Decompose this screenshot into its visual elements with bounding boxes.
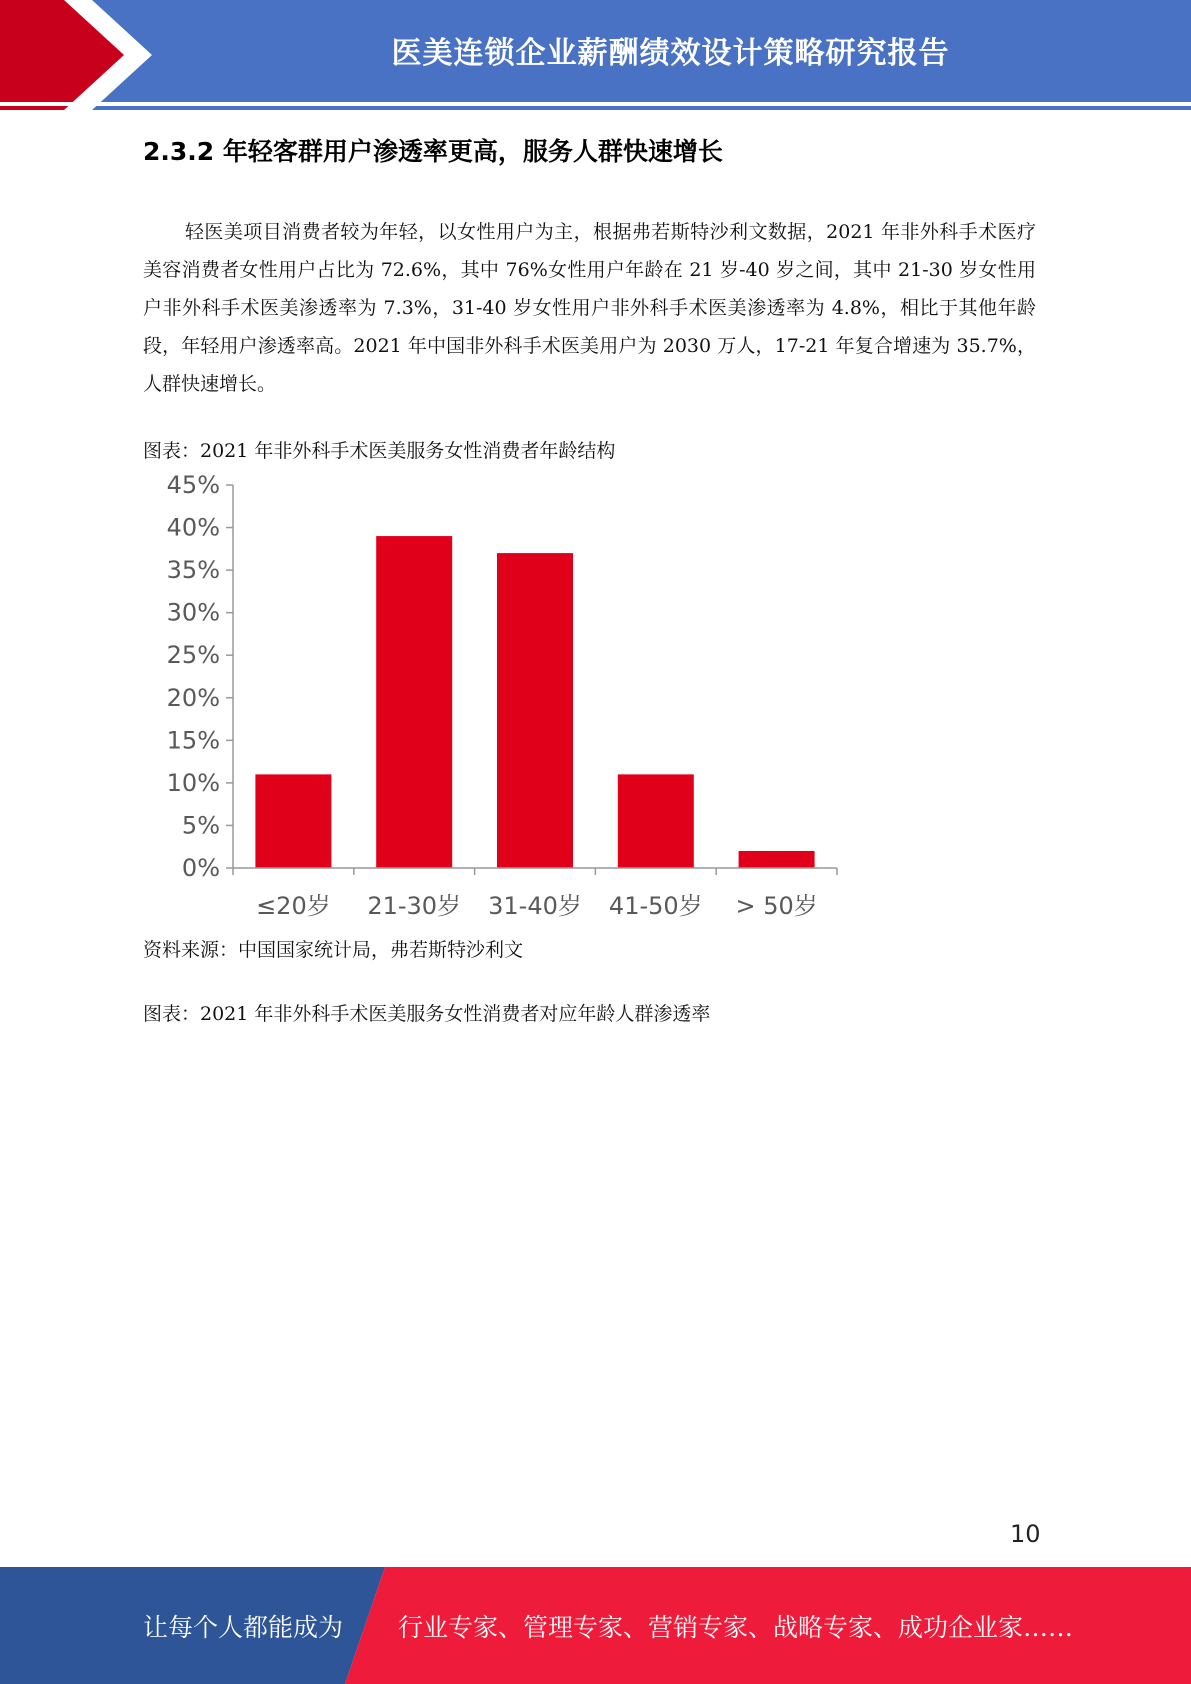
x-tick-label: 41-50岁 — [608, 892, 703, 920]
header-chevron-icon — [0, 0, 160, 110]
y-tick-label: 0% — [181, 854, 220, 882]
x-tick-label: > 50岁 — [735, 892, 818, 920]
footer-slogan-right: 行业专家、管理专家、营销专家、战略专家、成功企业家…… — [398, 1612, 1074, 1642]
y-tick-label: 35% — [166, 556, 220, 585]
x-tick-label: 21-30岁 — [367, 892, 462, 920]
footer-banner — [0, 1567, 1191, 1684]
y-tick-label: 15% — [166, 726, 220, 755]
figure-caption-age-structure: 图表：2021 年非外科手术医美服务女性消费者年龄结构 — [143, 440, 616, 462]
y-tick-label: 10% — [166, 768, 220, 797]
bar — [618, 774, 694, 868]
x-tick-label: 31-40岁 — [488, 892, 582, 920]
y-tick-label: 20% — [166, 683, 220, 712]
age-structure-bar-chart — [140, 465, 860, 925]
bar — [376, 536, 452, 868]
footer-slogan-left: 让每个人都能成为 — [143, 1612, 344, 1642]
bar — [255, 774, 331, 868]
y-tick-label: 40% — [166, 513, 220, 542]
header-banner — [0, 0, 1191, 110]
page-number: 10 — [1010, 1520, 1041, 1548]
y-tick-label: 30% — [166, 598, 220, 627]
figure-source: 资料来源：中国国家统计局，弗若斯特沙利文 — [143, 939, 524, 961]
y-tick-label: 45% — [166, 471, 220, 499]
section-heading: 2.3.2 年轻客群用户渗透率更高，服务人群快速增长 — [143, 137, 723, 166]
x-tick-label: ≤20岁 — [256, 892, 331, 920]
y-tick-label: 25% — [166, 641, 220, 670]
bar — [497, 553, 573, 868]
report-title: 医美连锁企业薪酬绩效设计策略研究报告 — [391, 36, 950, 71]
figure-caption-penetration-rate: 图表：2021 年非外科手术医美服务女性消费者对应年龄人群渗透率 — [143, 1003, 711, 1025]
header-divider — [0, 102, 1191, 106]
body-paragraph: 轻医美项目消费者较为年轻，以女性用户为主，根据弗若斯特沙利文数据，2021 年非外科手术医疗美容消费者女性用户占比为 72.6%，其中 76%女性用户年龄在 21 岁-40 岁之间，其中 21-30 岁女性用户非外科手术医美渗透率为 7.3%，31-40 岁女性用户非外科手术医美渗透率为 4.8%，相比于其他年龄段，年轻用户渗透率高。2021 年中国非外科手术医美用户为 2030 万人，17-21 年复合增速为 35.7%，人群快速增长。 — [143, 221, 1036, 395]
bar — [739, 851, 815, 868]
y-tick-label: 5% — [181, 811, 220, 840]
